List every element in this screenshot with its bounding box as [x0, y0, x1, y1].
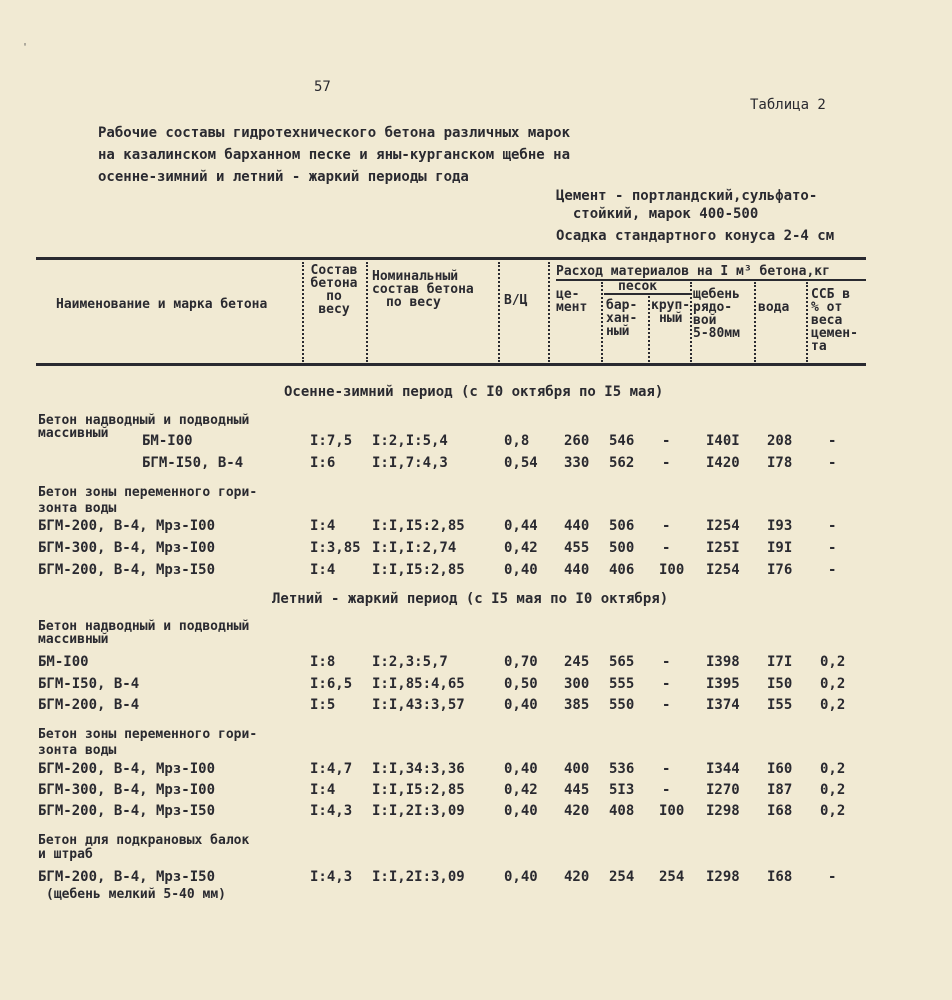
table-row: БГМ-200, В-4, Мрз-I50 I:4,3 I:I,2I:3,09 0,40 420 408 I00 I298 I68 0,2 — [38, 803, 846, 819]
table-label: Таблица 2 — [750, 97, 826, 113]
header-sand: песок — [618, 279, 658, 294]
header-divider — [548, 262, 550, 362]
header-ssb: ССБ в % от веса цемен- та — [811, 287, 858, 354]
table-row: БГМ-I50, В-4 I:6,5 I:I,85:4,65 0,50 300 555 - I395 I50 0,2 — [38, 676, 846, 692]
header-sostav: Состав бетона по весу — [310, 263, 358, 317]
header-divider — [648, 296, 650, 362]
table-row: БГМ-200, В-4 I:5 I:I,43:3,57 0,40 385 550 - I374 I55 0,2 — [38, 697, 846, 713]
note-line: стойкий, марок 400-500 — [556, 206, 759, 222]
table-row: БГМ-200, В-4, Мрз-I00 I:4 I:I,I5:2,85 0,44 440 506 - I254 I93 - — [38, 518, 837, 534]
header-divider — [601, 282, 603, 362]
header-coarse: круп- ный — [651, 298, 691, 326]
table-row: БГМ-200, В-4, Мрз-I50 (щебень мелкий 5-40 мм) I:4,3 I:I,2I:3,09 0,40 420 254 254 I298 I68 - — [38, 869, 837, 902]
header-consumption-underline — [556, 279, 866, 281]
table-row: БМ-I00 I:8 I:2,3:5,7 0,70 245 565 - I398 I7I 0,2 — [38, 654, 846, 670]
header-vc: В/Ц — [504, 293, 528, 308]
group-title: Бетон зоны переменного гори- зонта воды — [38, 485, 258, 516]
table-row: БГМ-300, В-4, Мрз-I00 I:3,85 I:I,I:2,74 0,42 455 500 - I25I I9I - — [38, 540, 837, 556]
table-top-rule — [36, 257, 866, 260]
header-gravel: щебень рядо- вой 5-80мм — [693, 287, 740, 341]
group-title: Бетон для подкрановых балок и штраб — [38, 833, 250, 862]
row-subnote: (щебень мелкий 5-40 мм) — [46, 887, 227, 902]
header-consumption: Расход материалов на I м³ бетона,кг — [556, 264, 830, 279]
period-title: Летний - жаркий период (с I5 мая по I0 октября) — [272, 591, 669, 607]
header-divider — [806, 282, 808, 362]
title-line: на казалинском барханном песке и яны-курганском щебне на — [98, 147, 571, 163]
title-line: осенне-зимний и летний - жаркий периоды года — [98, 169, 469, 185]
note-line: Цемент - портландский,сульфато- — [556, 188, 818, 204]
slump-note: Осадка стандартного конуса 2-4 см — [556, 228, 835, 244]
table-row: БГМ-300, В-4, Мрз-I00 I:4 I:I,I5:2,85 0,42 445 5I3 - I270 I87 0,2 — [38, 782, 846, 798]
table-row: БГМ-200, В-4, Мрз-I00 I:4,7 I:I,34:3,36 0,40 400 536 - I344 I60 0,2 — [38, 761, 846, 777]
header-divider — [690, 282, 692, 362]
header-name: Наименование и марка бетона — [56, 297, 268, 312]
table-header-rule — [36, 363, 866, 366]
header-cement: це- мент — [556, 287, 588, 315]
table-row: БГМ-200, В-4, Мрз-I50 I:4 I:I,I5:2,85 0,40 440 406 I00 I254 I76 - — [38, 562, 837, 578]
group-title: Бетон зоны переменного гори- зонта воды — [38, 727, 258, 758]
period-title: Осенне-зимний период (с I0 октября по I5 мая) — [284, 384, 664, 400]
header-barkhan: бар- хан- ный — [606, 298, 638, 339]
group-title: Бетон надводный и подводный массивный — [38, 413, 250, 441]
table-row: БГМ-I50, В-4 I:6 I:I,7:4,3 0,54 330 562 - I420 I78 - — [142, 455, 837, 471]
header-divider — [498, 262, 500, 362]
table-row: БМ-I00 I:7,5 I:2,I:5,4 0,8 260 546 - I40I 208 - — [142, 433, 837, 449]
page-number: 57 — [314, 79, 331, 95]
header-water: вода — [758, 300, 790, 315]
cement-note — [556, 187, 817, 223]
header-nominal: Номинальный состав бетона по весу — [372, 269, 474, 310]
margin-mark: ꞌ — [22, 42, 29, 53]
title-line: Рабочие составы гидротехнического бетона различных марок — [98, 125, 571, 141]
table-title — [98, 122, 570, 188]
header-divider — [754, 282, 756, 362]
header-sand-underline — [604, 293, 690, 295]
header-divider — [302, 262, 304, 362]
header-divider — [366, 262, 368, 362]
group-title: Бетон надводный и подводный массивный — [38, 619, 250, 647]
